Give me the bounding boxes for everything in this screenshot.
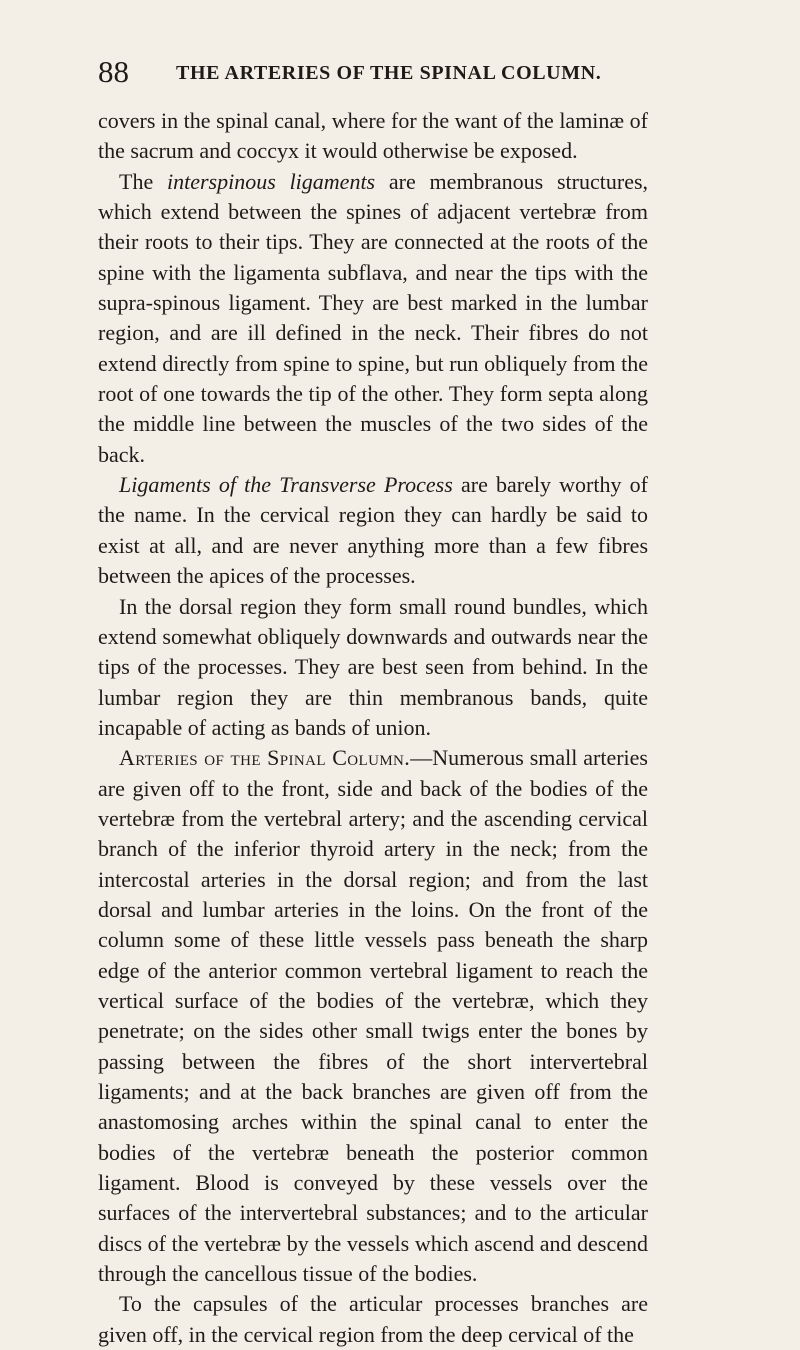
running-head [98, 52, 648, 92]
paragraph-arteries [98, 743, 648, 1289]
running-title: THE ARTERIES OF THE SPINAL COLUMN. [176, 62, 602, 84]
term-interspinous-ligaments: interspinous ligaments [167, 168, 376, 194]
paragraph-dorsal-region: In the dorsal region they form small round bundles, which extend somewhat obliquely downwards and outwards near the tips of the processes. They are best seen from behind. In the lumbar region they are thin membranous bands, quite incapable of acting as bands of union. [98, 593, 648, 740]
term-transverse-process-ligaments: Ligaments of the Transverse Process [119, 472, 453, 498]
paragraph-interspinous-ligaments [98, 167, 648, 470]
text-body [98, 106, 648, 1350]
paragraph-continued: covers in the spinal canal, where for the want of the laminæ of the sacrum and coccyx it would otherwise be exposed. [98, 108, 648, 164]
section-heading-arteries: Arteries of the Spinal Column. [119, 745, 411, 771]
page-number: 88 [98, 54, 129, 89]
paragraph-text: are membranous structures, which extend between the spines of adjacent vertebræ from their roots to their tips. They are connected at the roots of the spine with the ligamenta subflava, and near the tips with the supra-spinous ligament. They are best marked in the lumbar region, and are ill defined in the neck. Their fibres do not extend directly from spine to spine, but run obliquely from the root of one towards the tip of the other. They form septa along the middle line between the muscles of the two sides of the back. [98, 168, 649, 467]
paragraph-capsules: To the capsules of the articular processes branches are given off, in the cervical region from the deep cervical of the [98, 1291, 648, 1347]
paragraph-lead-word: The [119, 168, 154, 194]
paragraph-transverse-process [98, 470, 648, 591]
paragraph-text: are barely worthy of the name. In the cervical region they can hardly be said to exist at all, and are never anything more than a few fibres between the apices of the processes. [98, 472, 649, 589]
paragraph-text: —Numerous small arteries are given off to the front, side and back of the bodies of the vertebræ from the vertebral artery; and the ascending cervical branch of the inferior thyroid artery in the neck; from the intercostal arteries in the dorsal region; and from the last dorsal and lumbar arteries in the loins. On the front of the column some of these little vessels pass beneath the sharp edge of the anterior common vertebral ligament to reach the vertical surface of the bodies of the vertebræ, which they penetrate; on the sides other small twigs enter the bones by passing between the fibres of the short intervertebral ligaments; and at the back branches are given off from the anastomosing arches within the spinal canal to enter the bodies of the vertebræ beneath the posterior common ligament. Blood is conveyed by these vessels over the surfaces of the intervertebral substances; and to the articular discs of the vertebræ by the vessels which ascend and descend through the cancellous tissue of the bodies. [98, 745, 648, 1287]
